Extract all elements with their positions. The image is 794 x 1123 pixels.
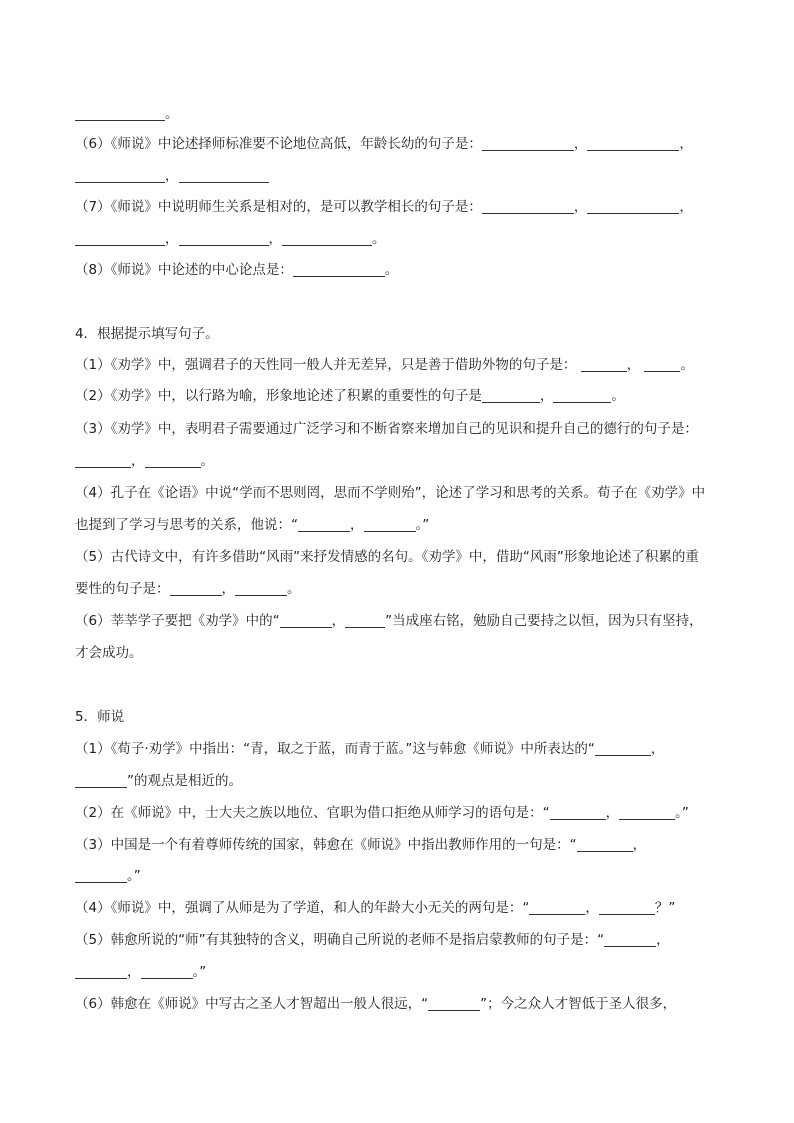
question-text: （8）《师说》中论述的中心论点是： xyxy=(75,262,293,278)
answer-blank[interactable] xyxy=(529,900,585,915)
continuation-line: 。 xyxy=(75,104,179,124)
question-4-6-cont: 才会成功。 xyxy=(75,645,143,661)
answer-blank[interactable] xyxy=(75,773,127,788)
question-4-5: （5）古代诗文中，有许多借助“风雨”来抒发情感的名句。《劝学》中，借助“风雨”形象地论述了积累的重 xyxy=(75,549,699,565)
answer-blank[interactable] xyxy=(482,388,540,403)
answer-blank[interactable] xyxy=(298,517,350,532)
question-5-1-cont: ”的观点是相近的。 xyxy=(75,771,242,791)
answer-blank[interactable] xyxy=(75,868,127,883)
answer-blank[interactable] xyxy=(644,357,680,372)
answer-blank[interactable] xyxy=(599,900,655,915)
answer-blank[interactable] xyxy=(75,231,165,246)
answer-blank[interactable] xyxy=(595,741,651,756)
question-3-6: （6）《师说》中论述择师标准要不论地位高低，年龄长幼的句子是： ， ， xyxy=(75,136,693,152)
question-5-6: （6）韩愈在《师说》中写古之圣人才智超出一般人很远，“ ”；今之众人才智低于圣人很多， xyxy=(75,996,677,1012)
question-5-2: （2）在《师说》中，士大夫之族以地位、官职为借口拒绝从师学习的语句是：“ ， 。” xyxy=(75,805,689,821)
answer-blank[interactable] xyxy=(428,996,480,1011)
section-4-title: 4．根据提示填写句子。 xyxy=(75,326,219,342)
answer-blank[interactable] xyxy=(587,136,679,151)
question-4-4: （4）孔子在《论语》中说“学而不思则罔，思而不学则殆”，论述了学习和思考的关系。荀子在《劝学》中 xyxy=(75,485,706,501)
answer-blank[interactable] xyxy=(482,136,574,151)
question-text: （6）《师说》中论述择师标准要不论地位高低，年龄长幼的句子是： xyxy=(75,136,482,152)
answer-blank[interactable] xyxy=(604,932,656,947)
section-5-title: 5．师说 xyxy=(75,709,125,725)
answer-blank[interactable] xyxy=(145,453,201,468)
question-text: （7）《师说》中说明师生关系是相对的，是可以教学相长的句子是： xyxy=(75,199,482,215)
answer-blank[interactable] xyxy=(482,199,574,214)
question-5-4: （4）《师说》中，强调了从师是为了学道，和人的年龄大小无关的两句是：“ ， ？” xyxy=(75,900,676,916)
answer-blank[interactable] xyxy=(75,964,127,979)
question-5-3-cont: 。” xyxy=(75,866,141,886)
question-5-3: （3）中国是一个有着尊师传统的国家，韩愈在《师说》中指出教师作用的一句是：“ ， xyxy=(75,837,647,853)
answer-blank[interactable] xyxy=(75,106,165,121)
answer-blank[interactable] xyxy=(141,964,193,979)
answer-blank[interactable] xyxy=(293,262,385,277)
question-4-1: （1）《劝学》中，强调君子的天性同一般人并无差异，只是善于借助外物的句子是： ， 。 xyxy=(75,357,694,373)
question-3-8: （8）《师说》中论述的中心论点是： 。 xyxy=(75,262,399,278)
answer-blank[interactable] xyxy=(179,168,269,183)
answer-blank[interactable] xyxy=(577,837,633,852)
question-4-3-cont: ， 。 xyxy=(75,451,214,471)
question-4-5-cont: 要性的句子是： ， 。 xyxy=(75,581,301,597)
question-4-4-cont: 也提到了学习与思考的关系，他说：“ ， 。” xyxy=(75,517,430,533)
question-4-6: （6）莘莘学子要把《劝学》中的“ ， ”当成座右铭，勉励自己要持之以恒，因为只有坚持， xyxy=(75,613,703,629)
answer-blank[interactable] xyxy=(345,613,385,628)
answer-blank[interactable] xyxy=(75,168,165,183)
answer-blank[interactable] xyxy=(280,613,332,628)
answer-blank[interactable] xyxy=(179,231,269,246)
question-3-7: （7）《师说》中说明师生关系是相对的，是可以教学相长的句子是： ， ， xyxy=(75,199,693,215)
answer-blank[interactable] xyxy=(619,805,675,820)
question-3-6-cont: ， xyxy=(75,166,269,186)
answer-blank[interactable] xyxy=(75,453,131,468)
question-5-5-cont: ， 。” xyxy=(75,962,206,982)
question-4-3: （3）《劝学》中，表明君子需要通过广泛学习和不断省察来增加自己的见识和提升自己的德行的句子是： xyxy=(75,421,698,437)
question-5-1: （1）《荀子·劝学》中指出：“青，取之于蓝，而青于蓝。”这与韩愈《师说》中所表达的“ ， xyxy=(75,741,665,757)
answer-blank[interactable] xyxy=(550,805,606,820)
answer-blank[interactable] xyxy=(581,357,627,372)
answer-blank[interactable] xyxy=(235,581,287,596)
question-3-7-cont: ， ， 。 xyxy=(75,229,386,249)
answer-blank[interactable] xyxy=(553,388,611,403)
answer-blank[interactable] xyxy=(364,517,416,532)
answer-blank[interactable] xyxy=(587,199,679,214)
question-5-5: （5）韩愈所说的“师”有其独特的含义，明确自己所说的老师不是指启蒙教师的句子是：“ ， xyxy=(75,932,670,948)
answer-blank[interactable] xyxy=(282,231,372,246)
question-4-2: （2）《劝学》中，以行路为喻，形象地论述了积累的重要性的句子是 ， 。 xyxy=(75,388,625,404)
answer-blank[interactable] xyxy=(170,581,222,596)
